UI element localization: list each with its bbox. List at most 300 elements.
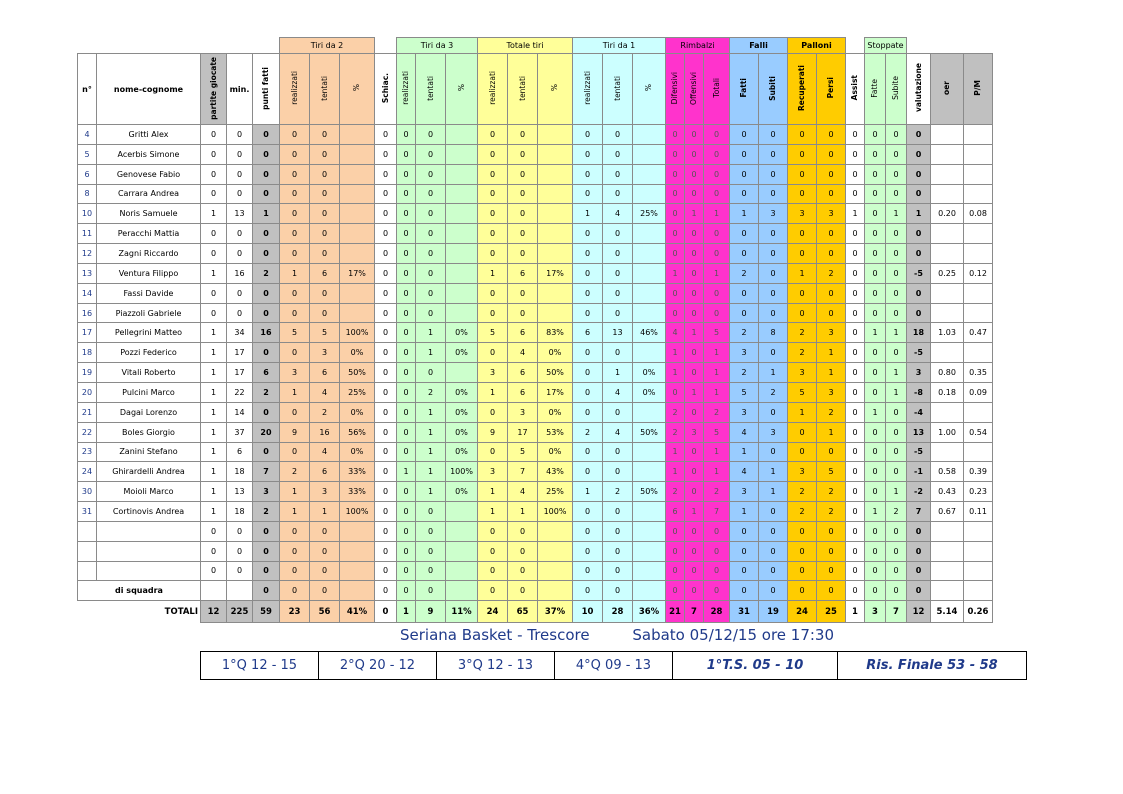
cell-t2-tent: 0 [310, 244, 340, 264]
cell-rim-off: 0 [685, 144, 704, 164]
cell-recuperati: 1 [788, 402, 817, 422]
cell-rim-dif: 2 [666, 482, 685, 502]
cell-oer [931, 343, 964, 363]
cell-t1-tent: 0 [603, 581, 633, 601]
cell-punti: 0 [253, 402, 280, 422]
cell-falli-subiti: 2 [759, 382, 788, 402]
cell-t3-tent: 0 [416, 263, 446, 283]
cell-min: 0 [227, 125, 253, 145]
cell-valutazione: -5 [907, 442, 931, 462]
cell-partite: 1 [201, 343, 227, 363]
cell-stop-subite: 0 [886, 343, 907, 363]
cell-oer: 1.03 [931, 323, 964, 343]
cell-punti: 0 [253, 521, 280, 541]
cell-t3-pct [446, 224, 478, 244]
cell-oer: 0.43 [931, 482, 964, 502]
cell-stop-fatte: 0 [865, 422, 886, 442]
cell-partite: 0 [201, 561, 227, 581]
cell-t2-real: 0 [280, 343, 310, 363]
cell-rim-off: 0 [685, 541, 704, 561]
cell-min: 0 [227, 283, 253, 303]
column-header-t1-pct [633, 54, 666, 125]
cell-partite: 0 [201, 283, 227, 303]
cell-oer: 0.20 [931, 204, 964, 224]
cell-stop-fatte: 0 [865, 581, 886, 601]
cell-t2-real: 0 [280, 561, 310, 581]
cell-rim-tot: 5 [704, 422, 730, 442]
cell-stop-subite: 2 [886, 502, 907, 522]
cell-persi: 0 [817, 521, 846, 541]
cell-valutazione: 3 [907, 363, 931, 383]
cell-assist: 0 [846, 224, 865, 244]
cell-t2-pct [340, 244, 375, 264]
column-header-t3-pct [446, 54, 478, 125]
cell-stop-subite: 0 [886, 164, 907, 184]
cell-rim-tot: 1 [704, 263, 730, 283]
cell-persi: 0 [817, 144, 846, 164]
cell-t1-tent: 0 [603, 521, 633, 541]
cell-valutazione: 0 [907, 224, 931, 244]
cell-oer: 0.67 [931, 502, 964, 522]
cell-t2-tent: 6 [310, 462, 340, 482]
column-header-label: Totali [711, 78, 721, 98]
cell-punti: 2 [253, 382, 280, 402]
cell-stop-fatte: 0 [865, 144, 886, 164]
column-header-min [227, 54, 253, 125]
cell-t1-tent: 0 [603, 343, 633, 363]
cell-rim-dif: 0 [666, 382, 685, 402]
cell-t3-real: 0 [397, 263, 416, 283]
player-name [97, 521, 201, 541]
cell-stop-fatte: 0 [865, 482, 886, 502]
cell-t1-tent: 13 [603, 323, 633, 343]
cell-rim-dif: 0 [666, 244, 685, 264]
cell-t3-tent: 0 [416, 283, 446, 303]
column-header-pm [964, 54, 993, 125]
cell-schiac: 0 [375, 541, 397, 561]
column-header-assist [846, 54, 865, 125]
cell-oer [931, 303, 964, 323]
cell-partite [201, 581, 227, 601]
cell-partite: 1 [201, 402, 227, 422]
total-t1-real: 10 [573, 601, 603, 623]
cell-t1-tent: 0 [603, 541, 633, 561]
cell-persi: 2 [817, 502, 846, 522]
table-row [78, 244, 993, 264]
cell-stop-fatte: 0 [865, 283, 886, 303]
table-row [78, 303, 993, 323]
player-name: Dagai Lorenzo [97, 402, 201, 422]
cell-t3-pct [446, 204, 478, 224]
cell-tt-real: 0 [478, 244, 508, 264]
cell-t2-real: 0 [280, 442, 310, 462]
cell-stop-fatte: 0 [865, 244, 886, 264]
cell-t2-real: 0 [280, 541, 310, 561]
cell-t3-tent: 2 [416, 382, 446, 402]
cell-t3-pct [446, 502, 478, 522]
cell-assist: 0 [846, 164, 865, 184]
cell-punti: 0 [253, 303, 280, 323]
column-header-label: Recuperati [797, 64, 807, 112]
player-name: Pellegrini Matteo [97, 323, 201, 343]
cell-pm [964, 244, 993, 264]
cell-oer [931, 184, 964, 204]
cell-t3-tent: 0 [416, 561, 446, 581]
cell-rim-off: 0 [685, 402, 704, 422]
cell-assist: 0 [846, 125, 865, 145]
cell-falli-fatti: 1 [730, 204, 759, 224]
cell-partite: 1 [201, 482, 227, 502]
cell-t1-tent: 0 [603, 402, 633, 422]
cell-t3-real: 0 [397, 125, 416, 145]
cell-punti: 0 [253, 561, 280, 581]
quarter-4-score: 4°Q 09 - 13 [555, 652, 673, 680]
cell-assist: 0 [846, 561, 865, 581]
cell-t3-tent: 1 [416, 462, 446, 482]
cell-falli-fatti: 0 [730, 164, 759, 184]
cell-stop-fatte: 0 [865, 561, 886, 581]
cell-tt-tent: 0 [508, 144, 538, 164]
cell-t2-real: 0 [280, 224, 310, 244]
player-name: Gritti Alex [97, 125, 201, 145]
cell-t1-pct: 46% [633, 323, 666, 343]
cell-t1-pct: 50% [633, 482, 666, 502]
cell-rim-off: 0 [685, 561, 704, 581]
cell-valutazione: -1 [907, 462, 931, 482]
column-header-label: Offensivi [689, 71, 699, 105]
cell-t1-tent: 0 [603, 164, 633, 184]
cell-assist: 0 [846, 482, 865, 502]
cell-min: 18 [227, 502, 253, 522]
cell-t2-tent: 6 [310, 363, 340, 383]
cell-rim-off: 1 [685, 382, 704, 402]
column-header-label: Assist [850, 75, 860, 101]
player-name: Pozzi Federico [97, 343, 201, 363]
cell-t1-tent: 0 [603, 125, 633, 145]
cell-min: 0 [227, 164, 253, 184]
cell-t2-tent: 6 [310, 263, 340, 283]
cell-persi: 0 [817, 541, 846, 561]
quarter-scores [200, 651, 1027, 680]
totals-label: TOTALI [78, 601, 201, 623]
cell-stop-subite: 0 [886, 125, 907, 145]
cell-t2-real: 5 [280, 323, 310, 343]
cell-assist: 0 [846, 402, 865, 422]
cell-pm: 0.09 [964, 382, 993, 402]
cell-pm [964, 125, 993, 145]
cell-t2-pct: 25% [340, 382, 375, 402]
cell-partite: 1 [201, 462, 227, 482]
cell-t1-pct [633, 561, 666, 581]
player-name: di squadra [78, 581, 201, 601]
cell-rim-off: 0 [685, 224, 704, 244]
cell-rim-dif: 0 [666, 125, 685, 145]
total-punti: 59 [253, 601, 280, 623]
column-header-falli-subiti [759, 54, 788, 125]
column-header-label: P/M [973, 80, 983, 96]
column-header-t3-tent [416, 54, 446, 125]
cell-recuperati: 2 [788, 502, 817, 522]
cell-falli-subiti: 3 [759, 422, 788, 442]
cell-t3-tent: 0 [416, 502, 446, 522]
cell-tt-pct [538, 521, 573, 541]
cell-n: 17 [78, 323, 97, 343]
cell-tt-tent: 0 [508, 561, 538, 581]
cell-recuperati: 0 [788, 561, 817, 581]
group-totale: Totale tiri [478, 38, 573, 54]
column-header-punti [253, 54, 280, 125]
cell-t2-tent: 0 [310, 144, 340, 164]
cell-falli-subiti: 0 [759, 303, 788, 323]
cell-rim-dif: 2 [666, 422, 685, 442]
cell-t1-pct: 25% [633, 204, 666, 224]
total-t3-tent: 9 [416, 601, 446, 623]
cell-assist: 0 [846, 343, 865, 363]
cell-t1-pct [633, 581, 666, 601]
total-persi: 25 [817, 601, 846, 623]
cell-t1-real: 0 [573, 184, 603, 204]
cell-schiac: 0 [375, 224, 397, 244]
total-stop-subite: 7 [886, 601, 907, 623]
cell-schiac: 0 [375, 581, 397, 601]
group-tiri3: Tiri da 3 [397, 38, 478, 54]
match-date: Sabato 05/12/15 ore 17:30 [632, 626, 835, 644]
cell-t2-tent: 0 [310, 541, 340, 561]
cell-stop-subite: 0 [886, 561, 907, 581]
cell-falli-fatti: 0 [730, 184, 759, 204]
cell-recuperati: 3 [788, 462, 817, 482]
cell-t1-real: 0 [573, 561, 603, 581]
cell-stop-subite: 1 [886, 323, 907, 343]
cell-t2-tent: 5 [310, 323, 340, 343]
cell-t1-tent: 0 [603, 303, 633, 323]
cell-n: 11 [78, 224, 97, 244]
cell-t2-real: 0 [280, 144, 310, 164]
cell-tt-tent: 0 [508, 204, 538, 224]
cell-t3-tent: 0 [416, 541, 446, 561]
cell-schiac: 0 [375, 402, 397, 422]
cell-punti: 2 [253, 502, 280, 522]
cell-n: 23 [78, 442, 97, 462]
cell-tt-pct: 25% [538, 482, 573, 502]
cell-stop-fatte: 0 [865, 363, 886, 383]
cell-t3-pct [446, 184, 478, 204]
cell-falli-subiti: 3 [759, 204, 788, 224]
cell-tt-real: 0 [478, 442, 508, 462]
cell-pm [964, 283, 993, 303]
table-row [78, 144, 993, 164]
cell-t3-pct [446, 244, 478, 264]
cell-stop-subite: 0 [886, 462, 907, 482]
cell-t2-pct: 17% [340, 263, 375, 283]
column-header-persi [817, 54, 846, 125]
cell-falli-fatti: 0 [730, 224, 759, 244]
cell-falli-subiti: 0 [759, 263, 788, 283]
cell-t3-real: 0 [397, 184, 416, 204]
cell-t1-real: 1 [573, 482, 603, 502]
cell-valutazione: -4 [907, 402, 931, 422]
cell-t2-tent: 1 [310, 502, 340, 522]
total-tt-real: 24 [478, 601, 508, 623]
cell-t3-real: 0 [397, 204, 416, 224]
cell-t2-real: 0 [280, 521, 310, 541]
cell-t3-pct: 0% [446, 402, 478, 422]
column-header-t1-tent [603, 54, 633, 125]
cell-t3-tent: 0 [416, 581, 446, 601]
column-header-label: punti fatti [261, 66, 271, 110]
cell-persi: 0 [817, 164, 846, 184]
cell-stop-fatte: 1 [865, 402, 886, 422]
cell-falli-subiti: 0 [759, 581, 788, 601]
cell-t2-real: 1 [280, 382, 310, 402]
table-row [78, 422, 993, 442]
cell-partite: 0 [201, 521, 227, 541]
cell-partite: 0 [201, 184, 227, 204]
total-t1-tent: 28 [603, 601, 633, 623]
cell-tt-tent: 1 [508, 502, 538, 522]
cell-t3-pct [446, 283, 478, 303]
cell-tt-real: 0 [478, 204, 508, 224]
column-header-label: % [550, 84, 560, 92]
cell-rim-tot: 0 [704, 303, 730, 323]
cell-t3-tent: 1 [416, 343, 446, 363]
table-row [78, 561, 993, 581]
column-header-label: oer [942, 81, 952, 95]
cell-t1-real: 1 [573, 204, 603, 224]
cell-recuperati: 3 [788, 204, 817, 224]
column-header-label: realizzati [487, 71, 497, 105]
cell-t3-real: 0 [397, 283, 416, 303]
cell-min: 18 [227, 462, 253, 482]
cell-t2-pct: 0% [340, 442, 375, 462]
cell-t2-pct [340, 144, 375, 164]
cell-t1-real: 0 [573, 521, 603, 541]
cell-falli-subiti: 1 [759, 363, 788, 383]
cell-falli-subiti: 0 [759, 224, 788, 244]
cell-schiac: 0 [375, 244, 397, 264]
cell-falli-subiti: 0 [759, 184, 788, 204]
cell-t1-tent: 0 [603, 561, 633, 581]
cell-min: 0 [227, 224, 253, 244]
cell-partite: 1 [201, 422, 227, 442]
cell-rim-tot: 0 [704, 125, 730, 145]
cell-persi: 3 [817, 382, 846, 402]
cell-rim-off: 0 [685, 363, 704, 383]
cell-t1-tent: 0 [603, 263, 633, 283]
player-name: Moioli Marco [97, 482, 201, 502]
cell-partite: 0 [201, 125, 227, 145]
cell-t2-real: 0 [280, 303, 310, 323]
player-name: Cortinovis Andrea [97, 502, 201, 522]
column-header-label: tentati [517, 75, 527, 101]
cell-t3-tent: 0 [416, 363, 446, 383]
total-rim-dif: 21 [666, 601, 685, 623]
cell-rim-tot: 0 [704, 224, 730, 244]
cell-tt-pct: 100% [538, 502, 573, 522]
player-name [97, 561, 201, 581]
cell-min: 0 [227, 184, 253, 204]
cell-min: 0 [227, 244, 253, 264]
total-schiac: 0 [375, 601, 397, 623]
cell-falli-subiti: 0 [759, 244, 788, 264]
cell-t1-tent: 2 [603, 482, 633, 502]
column-header-recuperati [788, 54, 817, 125]
cell-punti: 7 [253, 462, 280, 482]
cell-schiac: 0 [375, 462, 397, 482]
cell-t3-tent: 1 [416, 442, 446, 462]
player-name: Ventura Filippo [97, 263, 201, 283]
cell-falli-fatti: 4 [730, 462, 759, 482]
cell-stop-subite: 0 [886, 224, 907, 244]
cell-t3-pct: 0% [446, 442, 478, 462]
cell-tt-tent: 0 [508, 303, 538, 323]
cell-punti: 6 [253, 363, 280, 383]
table-row [78, 521, 993, 541]
cell-t2-pct: 33% [340, 482, 375, 502]
cell-min: 0 [227, 144, 253, 164]
cell-recuperati: 0 [788, 184, 817, 204]
cell-t2-real: 2 [280, 462, 310, 482]
cell-t3-tent: 1 [416, 482, 446, 502]
cell-falli-subiti: 0 [759, 541, 788, 561]
cell-tt-real: 5 [478, 323, 508, 343]
cell-punti: 0 [253, 164, 280, 184]
group-tiri1: Tiri da 1 [573, 38, 666, 54]
cell-valutazione: 0 [907, 244, 931, 264]
cell-stop-subite: 0 [886, 541, 907, 561]
cell-rim-dif: 0 [666, 581, 685, 601]
cell-t1-pct [633, 442, 666, 462]
cell-schiac: 0 [375, 144, 397, 164]
cell-pm: 0.39 [964, 462, 993, 482]
cell-assist: 0 [846, 521, 865, 541]
cell-schiac: 0 [375, 164, 397, 184]
cell-t3-pct [446, 521, 478, 541]
cell-tt-real: 1 [478, 502, 508, 522]
cell-n: 5 [78, 144, 97, 164]
cell-rim-dif: 0 [666, 521, 685, 541]
cell-rim-tot: 1 [704, 462, 730, 482]
cell-t2-pct [340, 204, 375, 224]
cell-n [78, 561, 97, 581]
cell-t2-tent: 16 [310, 422, 340, 442]
cell-oer: 0.58 [931, 462, 964, 482]
cell-schiac: 0 [375, 343, 397, 363]
cell-t3-tent: 0 [416, 224, 446, 244]
cell-stop-subite: 0 [886, 442, 907, 462]
cell-tt-pct: 53% [538, 422, 573, 442]
cell-stop-fatte: 0 [865, 184, 886, 204]
cell-min: 34 [227, 323, 253, 343]
cell-min: 37 [227, 422, 253, 442]
cell-oer [931, 561, 964, 581]
column-header-n [78, 54, 97, 125]
cell-min: 22 [227, 382, 253, 402]
cell-rim-dif: 6 [666, 502, 685, 522]
group-stoppate: Stoppate [865, 38, 907, 54]
cell-t1-real: 0 [573, 363, 603, 383]
cell-pm: 0.54 [964, 422, 993, 442]
cell-assist: 0 [846, 283, 865, 303]
cell-valutazione: 0 [907, 283, 931, 303]
cell-t2-tent: 0 [310, 204, 340, 224]
cell-t1-tent: 0 [603, 442, 633, 462]
cell-t2-pct: 0% [340, 343, 375, 363]
cell-pm: 0.23 [964, 482, 993, 502]
cell-recuperati: 0 [788, 224, 817, 244]
cell-rim-off: 0 [685, 581, 704, 601]
cell-tt-pct [538, 144, 573, 164]
